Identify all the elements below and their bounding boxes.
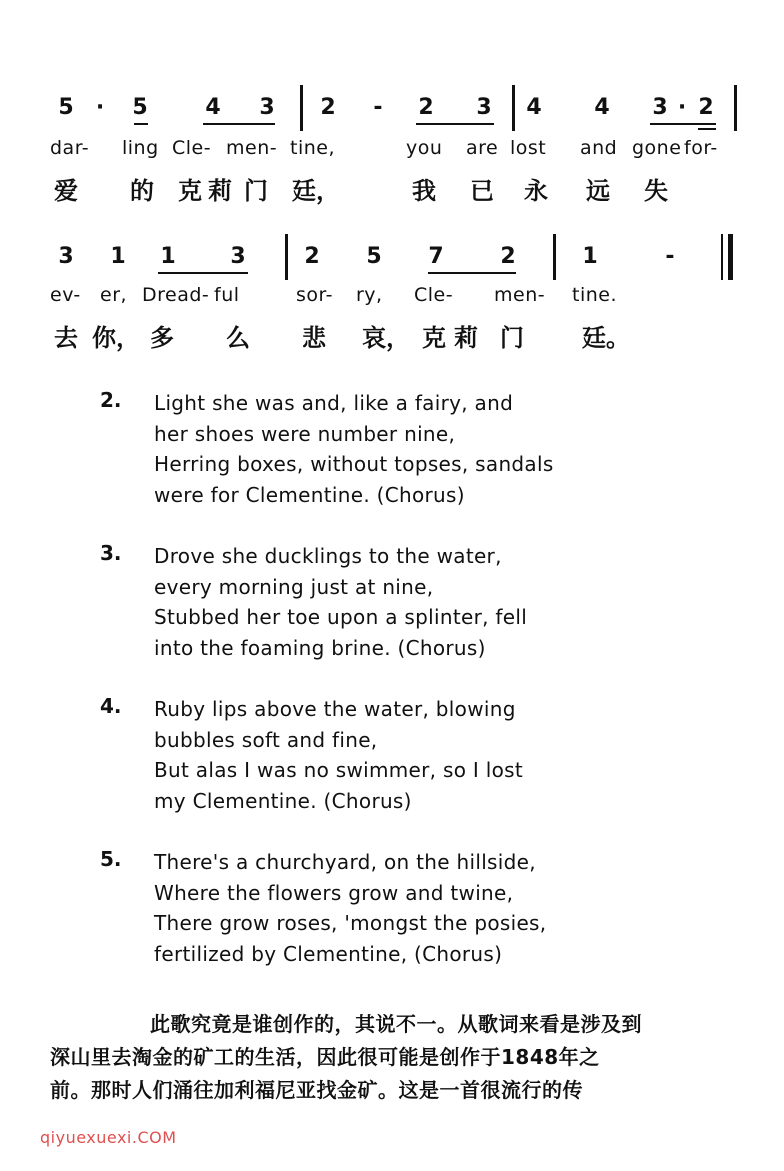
lyric: and [580, 137, 618, 159]
dash: - [373, 95, 383, 120]
chinese-lyric: 已 [470, 177, 494, 205]
paragraph-line: 此歌究竟是谁创作的，其说不一。从歌词来看是涉及到 [150, 1012, 642, 1036]
note: 5 [366, 244, 382, 269]
chinese-lyric: 哀， [362, 324, 410, 352]
note: 1 [582, 244, 598, 269]
chinese-lyric: 我 [412, 177, 436, 205]
chinese-lyric: 爱 [54, 177, 78, 205]
lyric: tine, [290, 137, 335, 159]
chinese-lyric: 廷。 [582, 324, 630, 352]
verse-line: There's a churchyard, on the hillside, [154, 850, 536, 874]
verse-line: bubbles soft and fine, [154, 727, 378, 752]
underline [416, 123, 494, 125]
verse-number: 4. [100, 694, 122, 718]
note: 7 [428, 244, 444, 269]
bar-line [553, 234, 556, 280]
lyric: tine. [572, 284, 617, 306]
bar-line [734, 85, 737, 131]
note-paragraph [50, 1008, 750, 1107]
chinese-lyric: 么 [226, 324, 250, 352]
verse-line: Ruby lips above the water, blowing [154, 697, 516, 721]
verse-number: 2. [100, 388, 122, 412]
chinese-lyric: 永 [524, 177, 548, 205]
verse-number: 3. [100, 541, 122, 565]
lyric: sor- [296, 284, 333, 306]
dot: · [95, 95, 105, 120]
note: 3 [58, 244, 74, 269]
lyric: gone [632, 137, 682, 159]
note: 1 [110, 244, 126, 269]
verse-number: 5. [100, 847, 122, 871]
lyric: er, [100, 284, 128, 306]
chinese-lyric: 门 [500, 324, 524, 352]
lyric: lost [510, 137, 547, 159]
note: 4 [594, 95, 610, 120]
verse-line: every morning just at nine, [154, 574, 434, 599]
chinese-lyric: 悲 [302, 324, 326, 352]
chinese-lyric: 廷， [292, 177, 340, 205]
lyric: ling [122, 137, 159, 159]
underline [134, 123, 148, 125]
note: 2 [320, 95, 336, 120]
note: 3 [230, 244, 246, 269]
chinese-lyric: 克 [178, 177, 202, 205]
verse-line: Where the flowers grow and twine, [154, 880, 514, 905]
chinese-lyric: 你， [92, 324, 140, 352]
note: 4 [205, 95, 221, 120]
lyric: are [466, 137, 499, 159]
note: 2 [418, 95, 434, 120]
bar-line [512, 85, 515, 131]
lyric: men- [226, 137, 278, 159]
underline [158, 272, 248, 274]
verse-line: Light she was and, like a fairy, and [154, 391, 514, 415]
bar-line [300, 85, 303, 131]
note: 4 [526, 95, 542, 120]
lyric: Cle- [414, 284, 454, 306]
note: 3 [476, 95, 492, 120]
chinese-lyric: 克 [422, 324, 446, 352]
watermark: qiyuexuexi.COM [40, 1128, 177, 1147]
chinese-lyric: 多 [150, 324, 174, 352]
lyric: ev- [50, 284, 81, 306]
verse-line: There grow roses, 'mongst the posies, [154, 911, 547, 935]
lyric: Dread- [142, 284, 210, 306]
lyric: Cle- [172, 137, 212, 159]
notation-row-1 [0, 95, 784, 215]
note: 2 [304, 244, 320, 269]
chinese-lyric: 远 [586, 177, 610, 205]
note: 3 [259, 95, 275, 120]
underline [650, 123, 716, 125]
underline [203, 123, 275, 125]
lyric: ful [214, 284, 240, 306]
chinese-lyric: 门 [244, 177, 268, 205]
verse-line: Herring boxes, without topses, sandals [154, 452, 554, 476]
chinese-lyric: 失 [644, 177, 668, 205]
verse-line: But alas I was no swimmer, so I lost [154, 758, 524, 782]
note: 5 [132, 95, 148, 120]
lyric: for- [684, 137, 718, 159]
note: 2 [500, 244, 516, 269]
final-bar-line-thick [728, 234, 733, 280]
note: 5 [58, 95, 74, 120]
lyric: ry, [356, 284, 383, 306]
paragraph-line: 深山里去淘金的矿工的生活，因此很可能是创作于1848年之 [50, 1045, 600, 1069]
chinese-lyric: 莉 [454, 324, 478, 352]
underline [428, 272, 516, 274]
verse-line: my Clementine. (Chorus) [154, 788, 412, 813]
verse-line: fertilized by Clementine, (Chorus) [154, 941, 503, 966]
verse-line: her shoes were number nine, [154, 421, 456, 446]
final-bar-line-thin [721, 234, 723, 280]
note: 3 [652, 95, 668, 120]
note: 2 [698, 95, 714, 120]
underline [698, 128, 716, 130]
verse-line: Drove she ducklings to the water, [154, 544, 502, 568]
lyric: dar- [50, 137, 90, 159]
verse-line: were for Clementine. (Chorus) [154, 482, 465, 507]
paragraph-line: 前。那时人们涌往加利福尼亚找金矿。这是一首很流行的传 [50, 1078, 583, 1102]
note: 1 [160, 244, 176, 269]
dot: · [677, 95, 687, 120]
notation-row-2 [0, 244, 784, 354]
bar-line [285, 234, 288, 280]
lyric: men- [494, 284, 546, 306]
chinese-lyric: 莉 [208, 177, 232, 205]
chinese-lyric: 的 [130, 177, 154, 205]
dash: - [665, 244, 675, 269]
verse-line: Stubbed her toe upon a splinter, fell [154, 605, 528, 629]
chinese-lyric: 去 [54, 324, 78, 352]
lyric: you [406, 137, 443, 159]
verse-line: into the foaming brine. (Chorus) [154, 635, 486, 660]
